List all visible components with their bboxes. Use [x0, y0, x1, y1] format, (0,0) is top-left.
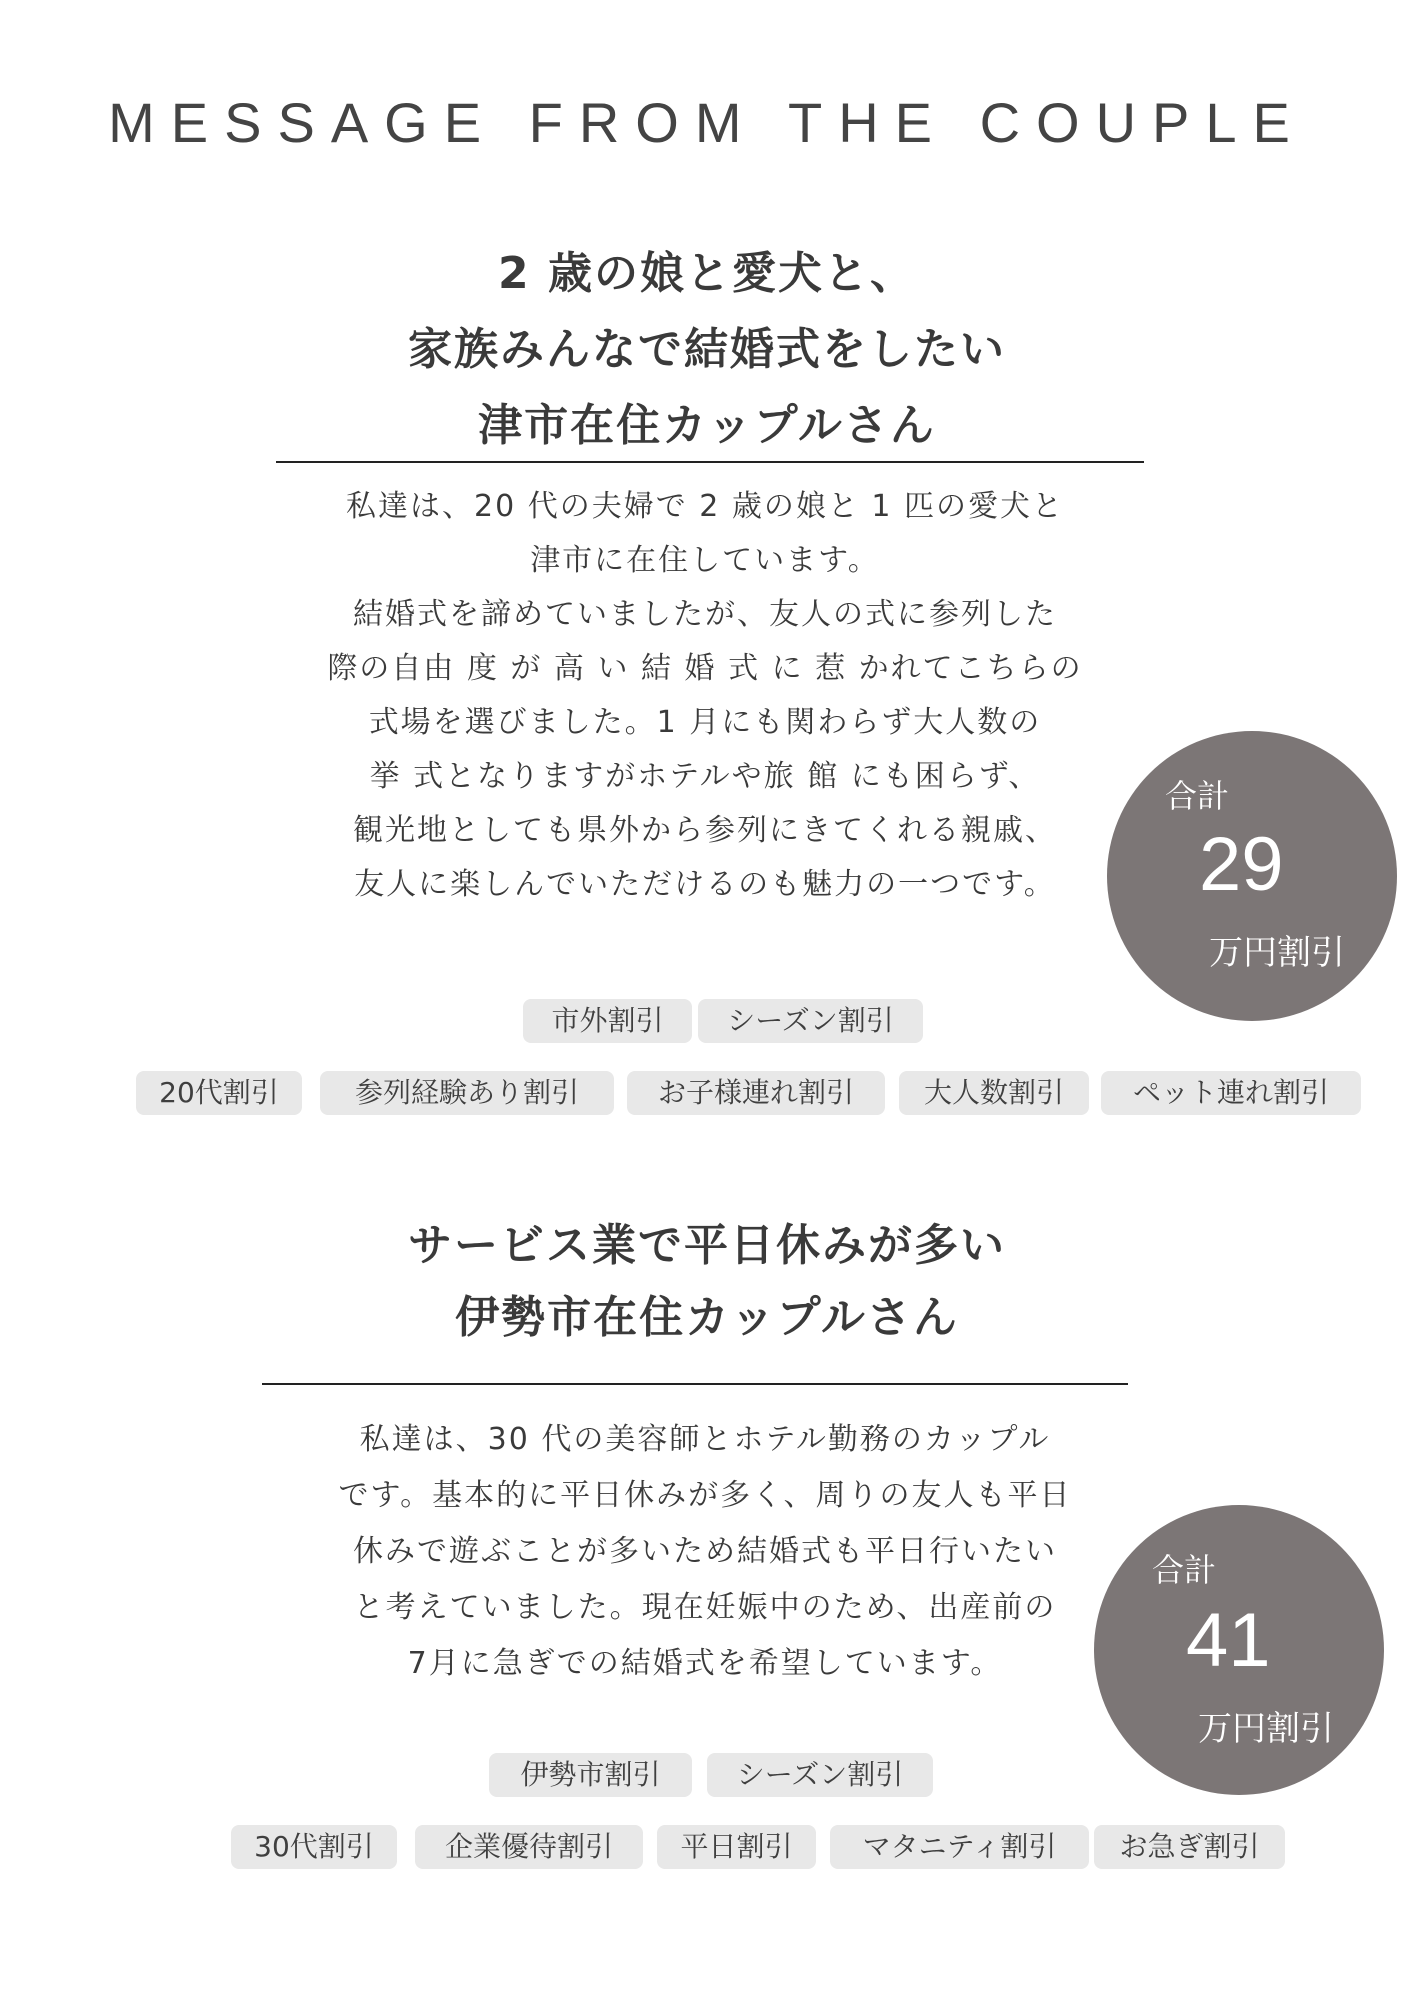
discount-unit: 万円割引 — [1198, 1709, 1334, 1749]
discount-unit: 万円割引 — [1209, 933, 1345, 973]
discount-tag: シーズン割引 — [707, 1753, 933, 1797]
section-2-body-line: 私達は、30 代の美容師とホテル勤務のカップル — [359, 1422, 1051, 1457]
discount-label: 合計 — [1165, 777, 1230, 815]
section-1-body-line: 式場を選びました。1 月にも関わらず大人数の — [368, 705, 1042, 740]
discount-amount: 29 — [1199, 822, 1284, 907]
section-2-body-line: 休みで遊ぶことが多いため結婚式も平日行いたい — [353, 1534, 1057, 1569]
discount-tag: 企業優待割引 — [415, 1825, 643, 1869]
discount-tag: お急ぎ割引 — [1094, 1825, 1285, 1869]
section-2-body-line: です。基本的に平日休みが多く、周りの友人も平日 — [338, 1478, 1072, 1513]
section-1-body-line: 私達は、20 代の夫婦で 2 歳の娘と 1 匹の愛犬と — [345, 489, 1065, 524]
section-1-body-line: 津市に在住しています。 — [530, 543, 880, 578]
section-1-body-line: 挙 式となりますがホテルや旅 館 にも困らず、 — [369, 759, 1041, 794]
discount-tag: 平日割引 — [657, 1825, 816, 1869]
section-2-divider — [262, 1383, 1128, 1385]
section-1-title-line: 2 歳の娘と愛犬と、 — [498, 248, 916, 299]
discount-tag: 30代割引 — [231, 1825, 397, 1869]
discount-tag: 参列経験あり割引 — [320, 1071, 614, 1115]
section-2-body-line: と考えていました。現在妊娠中のため、出産前の — [353, 1590, 1057, 1625]
section-1-body-line: 結婚式を諦めていましたが、友人の式に参列した — [353, 597, 1057, 632]
section-1-title-line: 津市在住カップルさん — [478, 400, 936, 451]
section-2-title-line: 伊勢市在住カップルさん — [455, 1292, 959, 1343]
section-2-discount-badge — [1094, 1505, 1384, 1795]
discount-tag: マタニティ割引 — [830, 1825, 1089, 1869]
section-1-title-line: 家族みんなで結婚式をしたい — [408, 324, 1006, 375]
discount-tag: 20代割引 — [136, 1071, 302, 1115]
section-2-body — [270, 1412, 1140, 1692]
section-2-title — [0, 1210, 1414, 1354]
discount-amount: 41 — [1186, 1598, 1271, 1683]
discount-tag: 伊勢市割引 — [489, 1753, 692, 1797]
discount-tag: 市外割引 — [523, 999, 692, 1043]
section-1-body-line: 観光地としても県外から参列にきてくれる親戚、 — [353, 813, 1057, 848]
section-2-body-line: 7月に急ぎでの結婚式を希望しています。 — [407, 1646, 1003, 1681]
section-1-body — [270, 480, 1140, 912]
section-1-body-line: 友人に楽しんでいただけるのも魅力の一つです。 — [354, 867, 1056, 902]
discount-tag: お子様連れ割引 — [627, 1071, 885, 1115]
section-1-title — [0, 236, 1414, 464]
section-1-body-line: 際の自由 度 が 高 い 結 婚 式 に 惹 かれてこちらの — [327, 651, 1083, 686]
section-2-title-line: サービス業で平日休みが多い — [408, 1220, 1006, 1271]
discount-tag: 大人数割引 — [899, 1071, 1089, 1115]
page-heading: MESSAGE FROM THE COUPLE — [108, 91, 1306, 154]
discount-label: 合計 — [1152, 1551, 1217, 1589]
discount-tag: シーズン割引 — [698, 999, 923, 1043]
section-1-discount-badge — [1107, 731, 1397, 1021]
section-1-divider — [276, 461, 1144, 463]
discount-tag: ペット連れ割引 — [1101, 1071, 1361, 1115]
